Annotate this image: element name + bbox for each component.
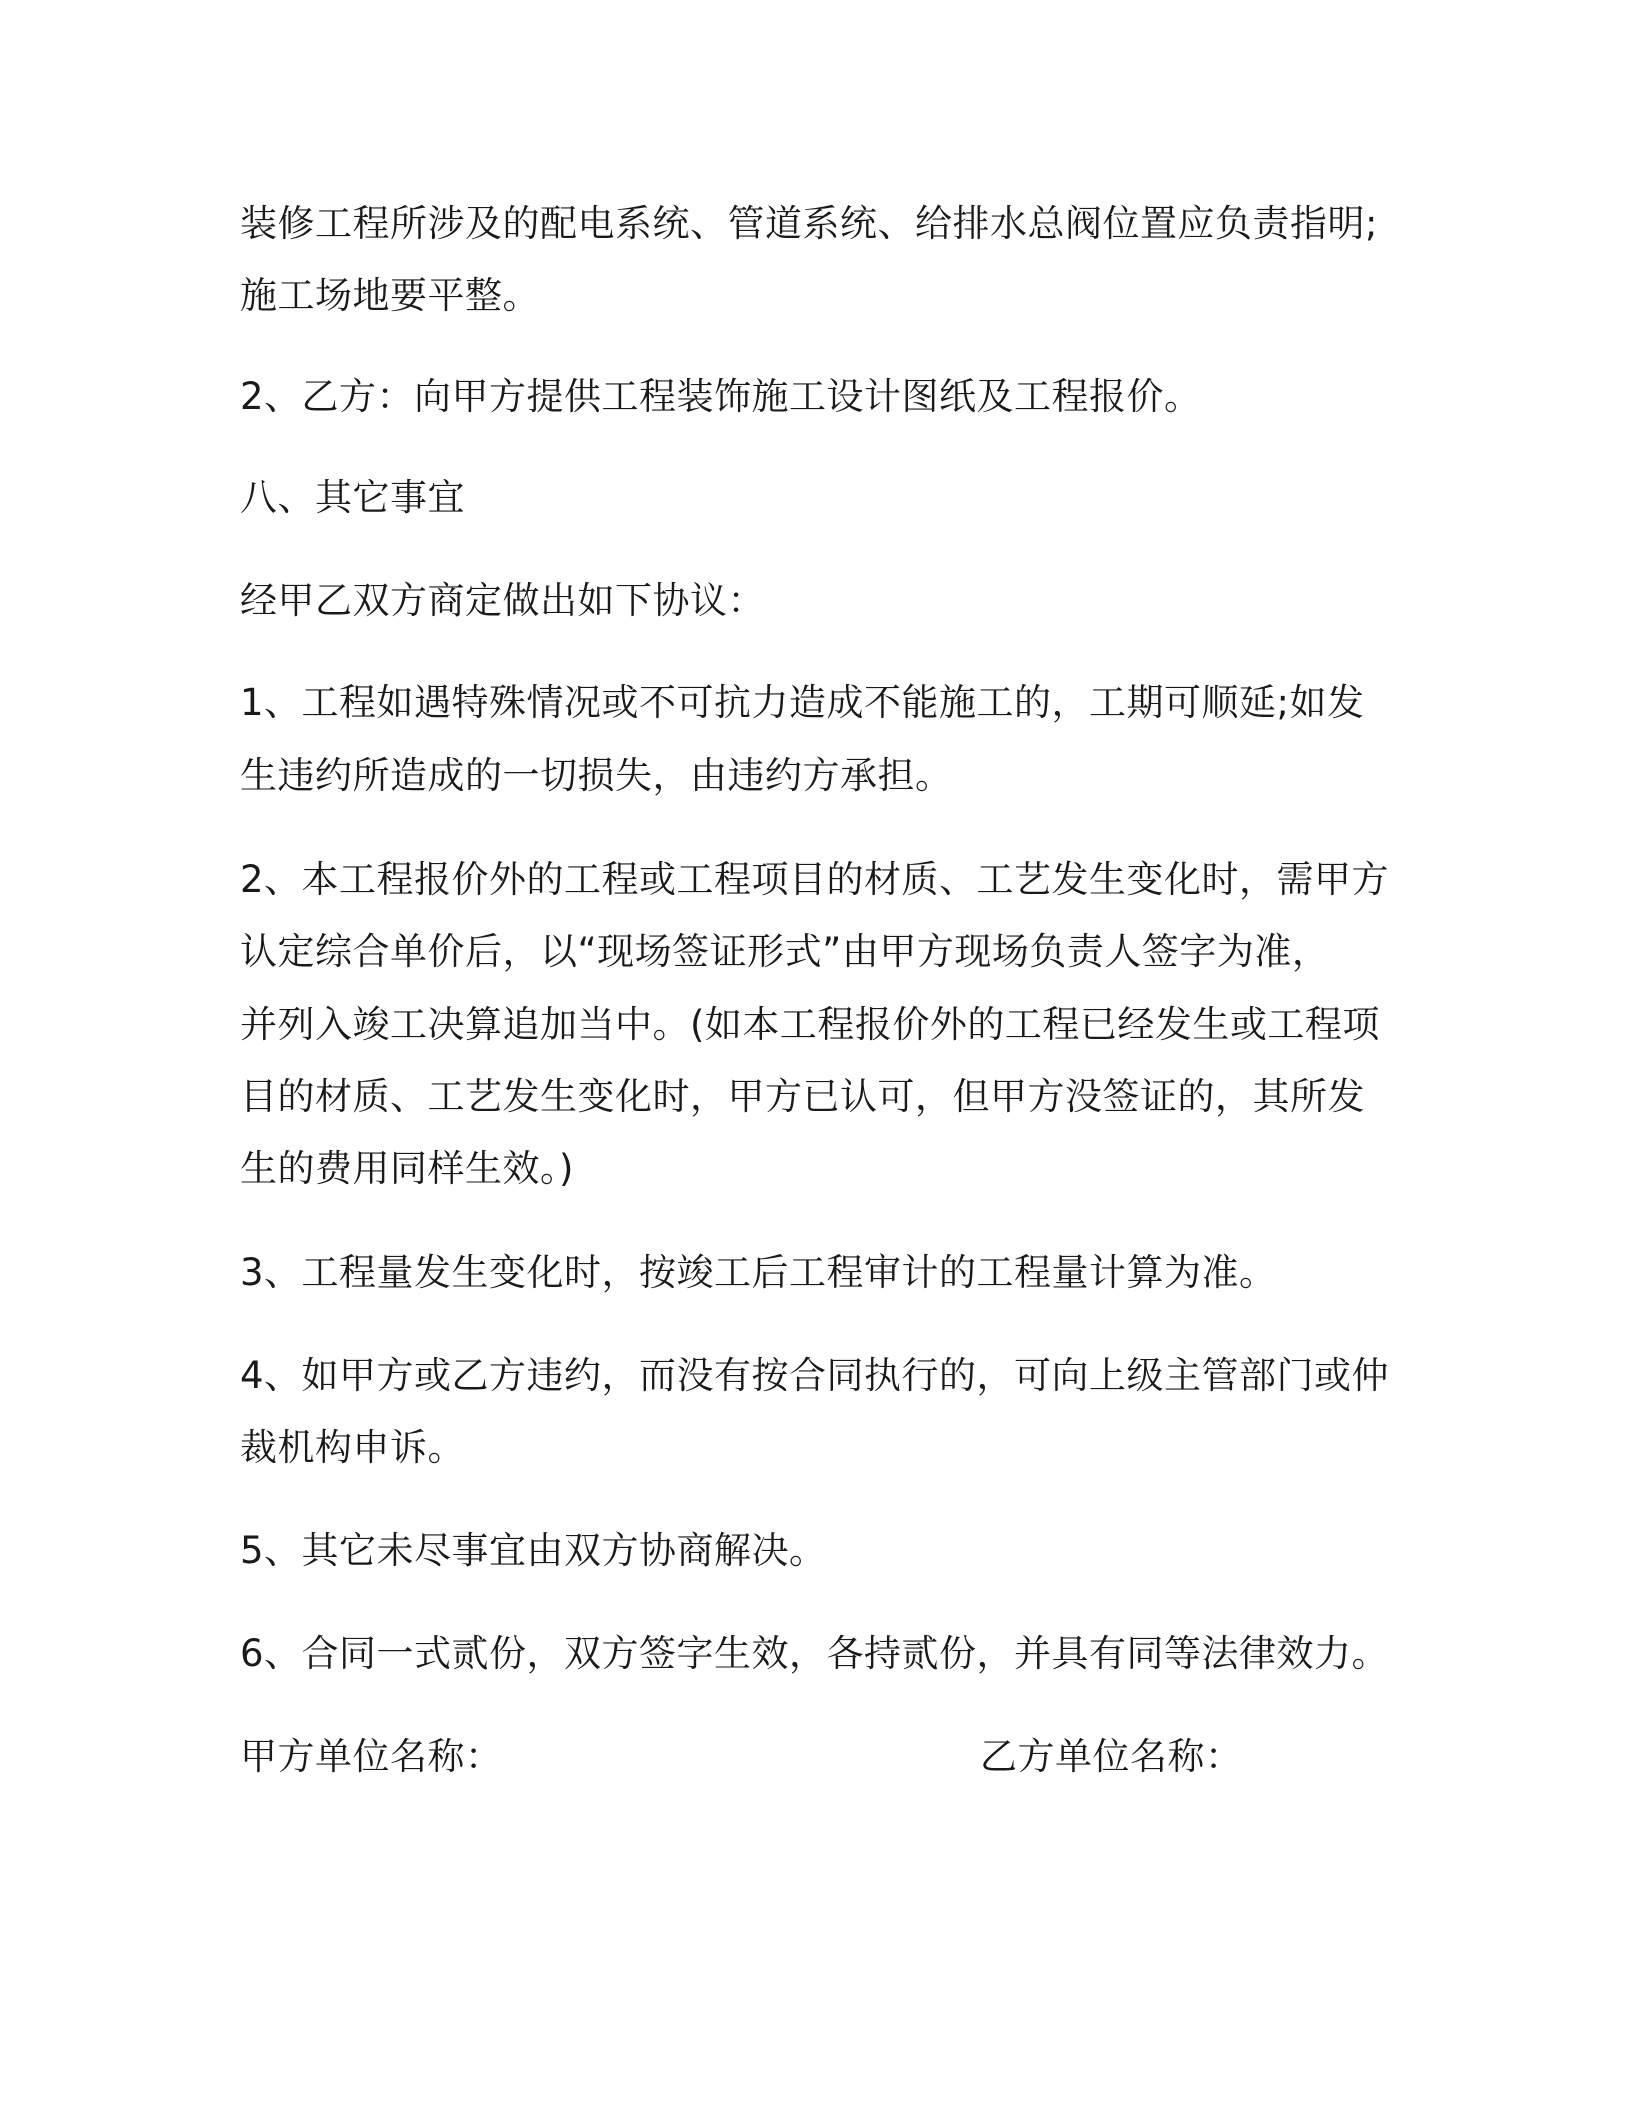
text-line: 装修工程所涉及的配电系统、管道系统、给排水总阀位置应负责指明;	[240, 202, 1378, 245]
section-heading: 八、其它事宜	[240, 476, 465, 519]
text-line: 经甲乙双方商定做出如下协议：	[240, 579, 765, 622]
text-line: 2、本工程报价外的工程或工程项目的材质、工艺发生变化时，需甲方	[240, 858, 1390, 901]
text-line: 施工场地要平整。	[240, 274, 540, 317]
text-line: 裁机构申诉。	[240, 1426, 465, 1469]
text-line: 生的费用同样生效。)	[240, 1147, 574, 1190]
text-line: 3、工程量发生变化时，按竣工后工程审计的工程量计算为准。	[240, 1251, 1277, 1294]
text-line: 并列入竣工决算追加当中。(如本工程报价外的工程已经发生或工程项	[240, 1003, 1380, 1046]
text-line: 5、其它未尽事宜由双方协商解决。	[240, 1529, 827, 1572]
text-line: 6、合同一式贰份，双方签字生效，各持贰份，并具有同等法律效力。	[240, 1632, 1390, 1675]
text-line: 认定综合单价后，以“现场签证形式”由甲方现场负责人签字为准，	[240, 930, 1330, 973]
text-line: 生违约所造成的一切损失，由违约方承担。	[240, 754, 953, 797]
text-line: 2、乙方：向甲方提供工程装饰施工设计图纸及工程报价。	[240, 375, 1202, 418]
text-line: 1、工程如遇特殊情况或不可抗力造成不能施工的，工期可顺延;如发	[240, 681, 1365, 724]
text-line: 4、如甲方或乙方违约，而没有按合同执行的，可向上级主管部门或仲	[240, 1354, 1390, 1397]
party-b-name-label: 乙方单位名称：	[980, 1735, 1243, 1778]
party-a-name-label: 甲方单位名称：	[240, 1735, 503, 1778]
text-line: 目的材质、工艺发生变化时，甲方已认可，但甲方没签证的，其所发	[240, 1075, 1365, 1118]
